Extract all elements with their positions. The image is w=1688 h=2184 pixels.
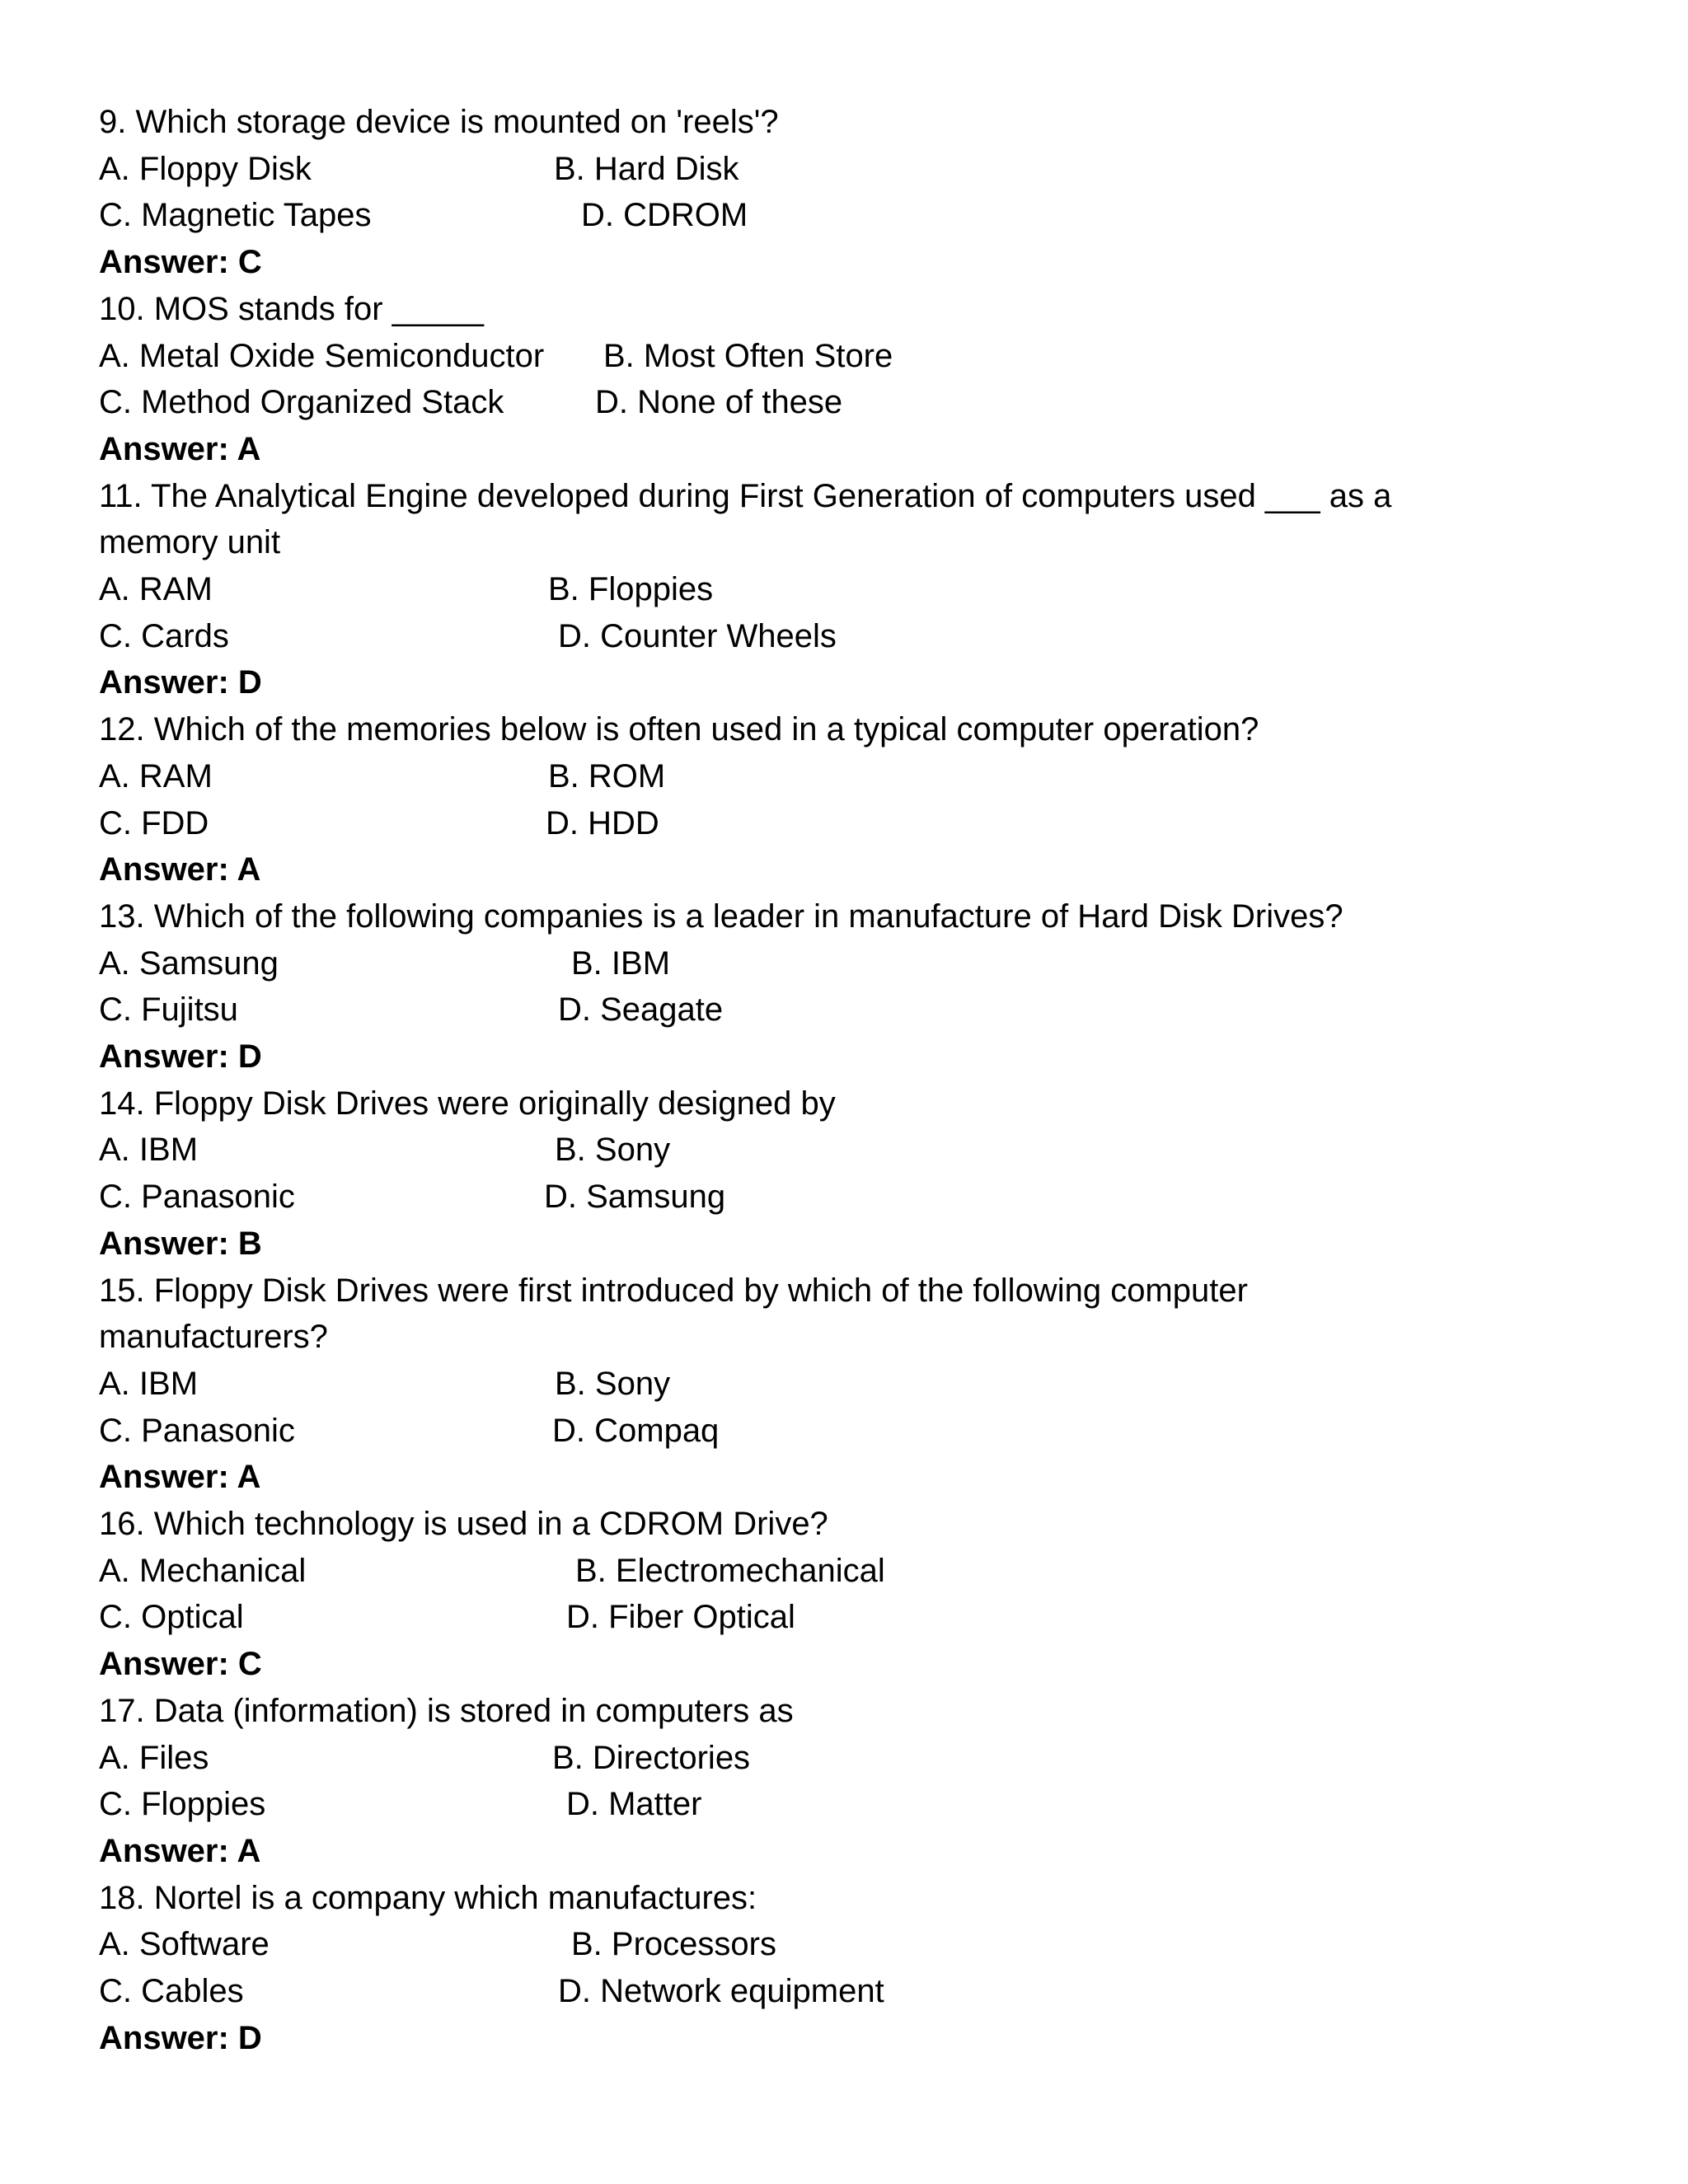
question-4-answer: Answer: A	[99, 851, 261, 888]
question-10-answer: Answer: D	[99, 2019, 262, 2056]
option-left: A. Software	[99, 1926, 270, 1963]
option-right: D. Seagate	[558, 991, 724, 1029]
option-right: D. CDROM	[581, 197, 748, 234]
option-right: B. Directories	[552, 1739, 751, 1776]
option-left: C. Floppies	[99, 1786, 266, 1823]
question-1-answer: Answer: C	[99, 244, 262, 281]
option-left: C. Method Organized Stack	[99, 384, 504, 421]
option-left: A. Files	[99, 1739, 209, 1776]
option-left: C. Cards	[99, 617, 229, 654]
option-left: A. Floppy Disk	[99, 150, 312, 187]
option-right: B. Sony	[555, 1132, 671, 1169]
option-right: B. Electromechanical	[575, 1552, 885, 1589]
question-2-answer: Answer: A	[99, 430, 261, 467]
option-left: A. Samsung	[99, 944, 279, 982]
option-right: D. HDD	[546, 804, 659, 841]
question-7-text: 15. Floppy Disk Drives were first introduced by which of the following computer	[99, 1272, 1248, 1309]
option-right: B. Sony	[555, 1365, 671, 1402]
option-left: C. Panasonic	[99, 1412, 295, 1449]
option-left: C. Optical	[99, 1599, 244, 1636]
question-6-answer: Answer: B	[99, 1225, 262, 1262]
option-right: B. ROM	[548, 757, 666, 794]
option-right: D. Network equipment	[558, 1973, 884, 2009]
question-9-answer: Answer: A	[99, 1832, 261, 1869]
question-2-text: 10. MOS stands for _____	[99, 290, 484, 327]
option-left: A. IBM	[99, 1365, 199, 1402]
option-right: B. Most Often Store	[603, 337, 893, 374]
option-right: B. Floppies	[548, 571, 714, 607]
question-6-text: 14. Floppy Disk Drives were originally designed by	[99, 1085, 836, 1122]
option-right: D. Matter	[566, 1786, 702, 1823]
question-1-text: 9. Which storage device is mounted on 'reels'?	[99, 104, 779, 140]
option-right: D. Samsung	[544, 1179, 726, 1216]
question-3-text: memory unit	[99, 524, 281, 561]
question-4-text: 12. Which of the memories below is often used in a typical computer operation?	[99, 711, 1259, 748]
option-right: D. Counter Wheels	[558, 617, 837, 654]
question-7-answer: Answer: A	[99, 1459, 261, 1496]
option-left: A. Metal Oxide Semiconductor	[99, 337, 545, 374]
question-10-text: 18. Nortel is a company which manufactures:	[99, 1879, 757, 1916]
option-left: C. Magnetic Tapes	[99, 197, 372, 234]
option-right: B. IBM	[571, 944, 671, 982]
question-5-text: 13. Which of the following companies is a leader in manufacture of Hard Disk Drives?	[99, 898, 1343, 935]
option-left: A. Mechanical	[99, 1552, 307, 1589]
option-left: A. RAM	[99, 571, 213, 607]
option-left: A. RAM	[99, 757, 213, 794]
option-left: A. IBM	[99, 1132, 199, 1169]
option-right: D. None of these	[595, 384, 843, 421]
option-right: D. Fiber Optical	[566, 1599, 795, 1636]
question-3-answer: Answer: D	[99, 664, 262, 701]
question-5-answer: Answer: D	[99, 1038, 262, 1075]
option-left: C. FDD	[99, 804, 209, 841]
question-9-text: 17. Data (information) is stored in computers as	[99, 1692, 794, 1729]
question-8-text: 16. Which technology is used in a CDROM Drive?	[99, 1506, 828, 1542]
option-left: C. Panasonic	[99, 1179, 295, 1216]
option-right: B. Hard Disk	[554, 150, 739, 187]
option-left: C. Fujitsu	[99, 991, 238, 1029]
question-8-answer: Answer: C	[99, 1646, 262, 1683]
option-right: B. Processors	[571, 1926, 776, 1963]
option-right: D. Compaq	[552, 1412, 720, 1449]
option-left: C. Cables	[99, 1973, 244, 2009]
question-3-text: 11. The Analytical Engine developed during First Generation of computers used ___ as a	[99, 477, 1392, 514]
question-7-text: manufacturers?	[99, 1319, 328, 1356]
